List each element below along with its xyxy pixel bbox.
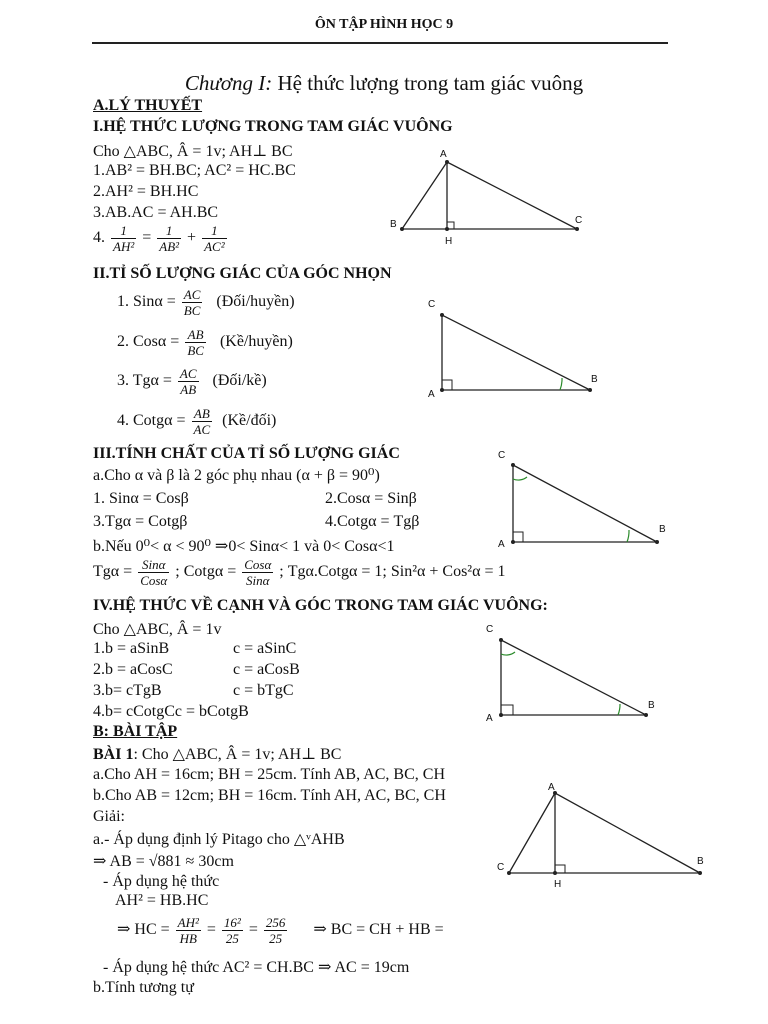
fig2-label-a: A xyxy=(428,389,435,400)
f4-frac-1: $\frac{1}{\text{AH²}}$ xyxy=(113,223,135,254)
fig5-label-h: H xyxy=(554,879,562,890)
ex1-part-b-solution: b.Tính tương tự xyxy=(93,979,194,996)
s3-l2a: 3.Tgα = Cotgβ xyxy=(93,513,188,530)
s4-r1b: c = aSinC xyxy=(233,640,297,657)
ex1-step-6: - Áp dụng hệ thức AC² = CH.BC ⇒ AC = 19cm xyxy=(103,959,410,976)
ex1-solution-label: Giải: xyxy=(93,808,125,825)
chapter-title xyxy=(0,71,768,96)
s2-row-3: 3. Tgα = $\frac{AC}{AB}$ (Đối/kề) xyxy=(117,366,267,397)
s4-given: Cho △ABC, Â = 1v xyxy=(93,621,222,638)
s4-r3b: c = bTgC xyxy=(233,682,294,699)
figure-right-triangle-2 xyxy=(425,295,605,405)
ex1-part-a: a.Cho AH = 16cm; BH = 25cm. Tính AB, AC, BC, CH xyxy=(93,766,445,783)
s4-r3a: 3.b= cTgB xyxy=(93,682,162,699)
fig1-label-h: H xyxy=(445,236,453,247)
ex1-step-1: a.- Áp dụng định lý Pitago cho △ᵛAHB xyxy=(93,831,345,848)
s1-formula-1: 1.AB² = BH.BC; AC² = HC.BC xyxy=(93,162,296,179)
figure-right-triangle-4 xyxy=(483,622,673,727)
s3-identities: Tgα = $\frac{\text{Sinα}}{\text{Cosα}}$ ; Cotgα = $\frac{\text{Cosα}}{\text{Sinα}}$ ; Tgα.Cotgα = 1; Sin²α + Cos²α = 1 xyxy=(93,557,506,588)
s4-title: IV.HỆ THỨC VỀ CẠNH VÀ GÓC TRONG TAM GIÁC VUÔNG: xyxy=(93,597,548,614)
ex1-step-2: ⇒ AB = √881 ≈ 30cm xyxy=(93,853,234,870)
s3-l2b: 4.Cotgα = Tgβ xyxy=(325,513,420,530)
fig5-label-c: C xyxy=(497,862,505,873)
fig2-label-b: B xyxy=(591,374,598,385)
fig4-label-c: C xyxy=(486,624,494,635)
s4-r2a: 2.b = aCosC xyxy=(93,661,173,678)
section-a-title: A.LÝ THUYẾT xyxy=(93,97,203,114)
header-rule xyxy=(92,42,668,44)
chapter-name: Hệ thức lượng trong tam giác vuông xyxy=(277,71,584,95)
s4-r1a: 1.b = aSinB xyxy=(93,640,170,657)
figure-right-triangle-3 xyxy=(495,447,675,552)
figure-right-triangle-altitude-5 xyxy=(492,780,712,892)
s4-r2b: c = aCosB xyxy=(233,661,300,678)
fig1-label-b: B xyxy=(390,219,397,230)
fig2-label-c: C xyxy=(428,299,436,310)
section-b-title: B: BÀI TẬP xyxy=(93,723,178,740)
fig3-label-c: C xyxy=(498,450,506,461)
s3-a: a.Cho α và β là 2 góc phụ nhau (α + β = 90⁰) xyxy=(93,467,380,484)
s2-row-2: 2. Cosα = $\frac{AB}{BC}$ (Kề/huyền) xyxy=(117,327,293,358)
f4-frac-3: $\frac{1}{\text{AC²}}$ xyxy=(204,223,225,254)
fig1-label-a: A xyxy=(440,149,447,160)
s1-title: I.HỆ THỨC LƯỢNG TRONG TAM GIÁC VUÔNG xyxy=(93,118,453,135)
s3-l1a: 1. Sinα = Cosβ xyxy=(93,490,189,507)
fig3-label-a: A xyxy=(498,539,505,550)
ex1-statement: BÀI 1: Cho △ABC, Â = 1v; AH⊥ BC xyxy=(93,746,342,763)
page-header: ÔN TẬP HÌNH HỌC 9 xyxy=(314,17,454,32)
ex1-part-b: b.Cho AB = 12cm; BH = 16cm. Tính AH, AC, BC, CH xyxy=(93,787,446,804)
s4-r4: 4.b= cCotgCc = bCotgB xyxy=(93,703,249,720)
fig4-label-b: B xyxy=(648,700,655,711)
ex1-step-4: AH² = HB.HC xyxy=(115,892,209,909)
s3-b: b.Nếu 0⁰< α < 90⁰ ⇒0< Sinα< 1 và 0< Cosα<1 xyxy=(93,538,395,555)
ex1-step-5: ⇒ HC = $\frac{\text{AH²}}{HB}$ = $\frac{\text{16²}}{25}$ = $\frac{256}{25}$ ⇒ BC = CH + HB = xyxy=(117,915,444,946)
s2-row-1: 1. Sinα = $\frac{AC}{BC}$ (Đối/huyền) xyxy=(117,287,295,318)
s1-formula-3: 3.AB.AC = AH.BC xyxy=(93,204,219,221)
ex1-step-3: - Áp dụng hệ thức xyxy=(103,873,220,890)
s1-formula-2: 2.AH² = BH.HC xyxy=(93,183,199,200)
s2-title: II.TỈ SỐ LƯỢNG GIÁC CỦA GÓC NHỌN xyxy=(93,265,392,282)
s1-formula-4: 4. $\frac{1}{\text{AH²}}$ = $\frac{1}{\text{AB²}}$ + $\frac{1}{\text{AC²}}$ xyxy=(93,223,225,254)
fig4-label-a: A xyxy=(486,713,493,724)
fig1-label-c: C xyxy=(575,215,583,226)
f4-frac-2: $\frac{1}{\text{AB²}}$ xyxy=(159,223,180,254)
figure-right-triangle-altitude-1 xyxy=(385,145,595,250)
f4-prefix: 4. xyxy=(93,229,105,247)
fig5-label-b: B xyxy=(697,856,704,867)
s1-given: Cho △ABC, Â = 1v; AH⊥ BC xyxy=(93,143,293,160)
s3-title: III.TÍNH CHẤT CỦA TỈ SỐ LƯỢNG GIÁC xyxy=(93,445,400,462)
s2-row-4: 4. Cotgα = $\frac{AB}{AC}$ (Kề/đối) xyxy=(117,406,277,437)
fig5-label-a: A xyxy=(548,782,555,793)
s3-l1b: 2.Cosα = Sinβ xyxy=(325,490,417,507)
fig3-label-b: B xyxy=(659,524,666,535)
chapter-prefix: Chương I: xyxy=(184,71,273,95)
